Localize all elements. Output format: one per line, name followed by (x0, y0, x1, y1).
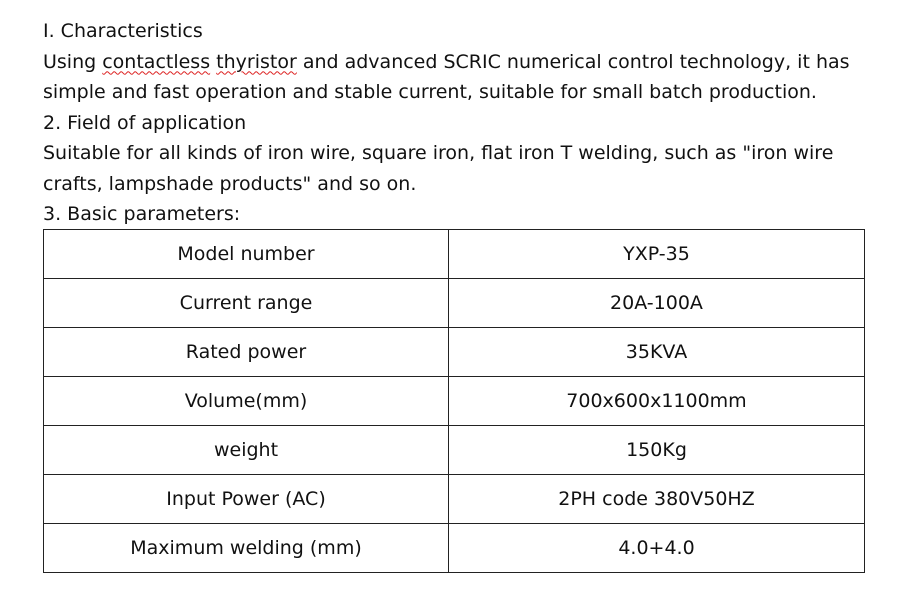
text-run: Using (43, 50, 103, 73)
table-row (44, 524, 865, 573)
characteristics-paragraph-line-2: simple and fast operation and stable current, suitable for small batch production. (43, 81, 817, 103)
spellcheck-flagged-word[interactable]: thyristor (216, 50, 297, 73)
section-heading-basic-parameters: 3. Basic parameters: (43, 203, 241, 225)
document-body (43, 16, 865, 230)
param-value: 2PH code 380V50HZ (449, 475, 865, 524)
section-heading-field-of-application: 2. Field of application (43, 111, 247, 134)
table-row (44, 426, 865, 475)
param-value: 20A-100A (449, 279, 865, 328)
param-label: Model number (44, 230, 449, 279)
table-row (44, 230, 865, 279)
application-paragraph-line-1: Suitable for all kinds of iron wire, square iron, flat iron T welding, such as "iron wire (43, 142, 834, 164)
param-label: Current range (44, 279, 449, 328)
parameters-table (43, 229, 865, 573)
table-row (44, 328, 865, 377)
param-label: Rated power (44, 328, 449, 377)
param-label: Maximum welding (mm) (44, 524, 449, 573)
param-value: YXP-35 (449, 230, 865, 279)
application-paragraph-line-2: crafts, lampshade products" and so on. (43, 172, 417, 195)
param-label: Input Power (AC) (44, 475, 449, 524)
param-value: 35KVA (449, 328, 865, 377)
table-row (44, 475, 865, 524)
characteristics-paragraph-line-1 (43, 47, 865, 78)
param-value: 4.0+4.0 (449, 524, 865, 573)
section-heading-characteristics: I. Characteristics (43, 20, 203, 42)
param-label: weight (44, 426, 449, 475)
text-run: and advanced SCRIC numerical control technology, it has (296, 50, 850, 73)
param-value: 700x600x1100mm (449, 377, 865, 426)
table-row (44, 377, 865, 426)
spellcheck-flagged-word[interactable]: contactless (102, 50, 211, 73)
param-value: 150Kg (449, 426, 865, 475)
param-label: Volume(mm) (44, 377, 449, 426)
table-row (44, 279, 865, 328)
